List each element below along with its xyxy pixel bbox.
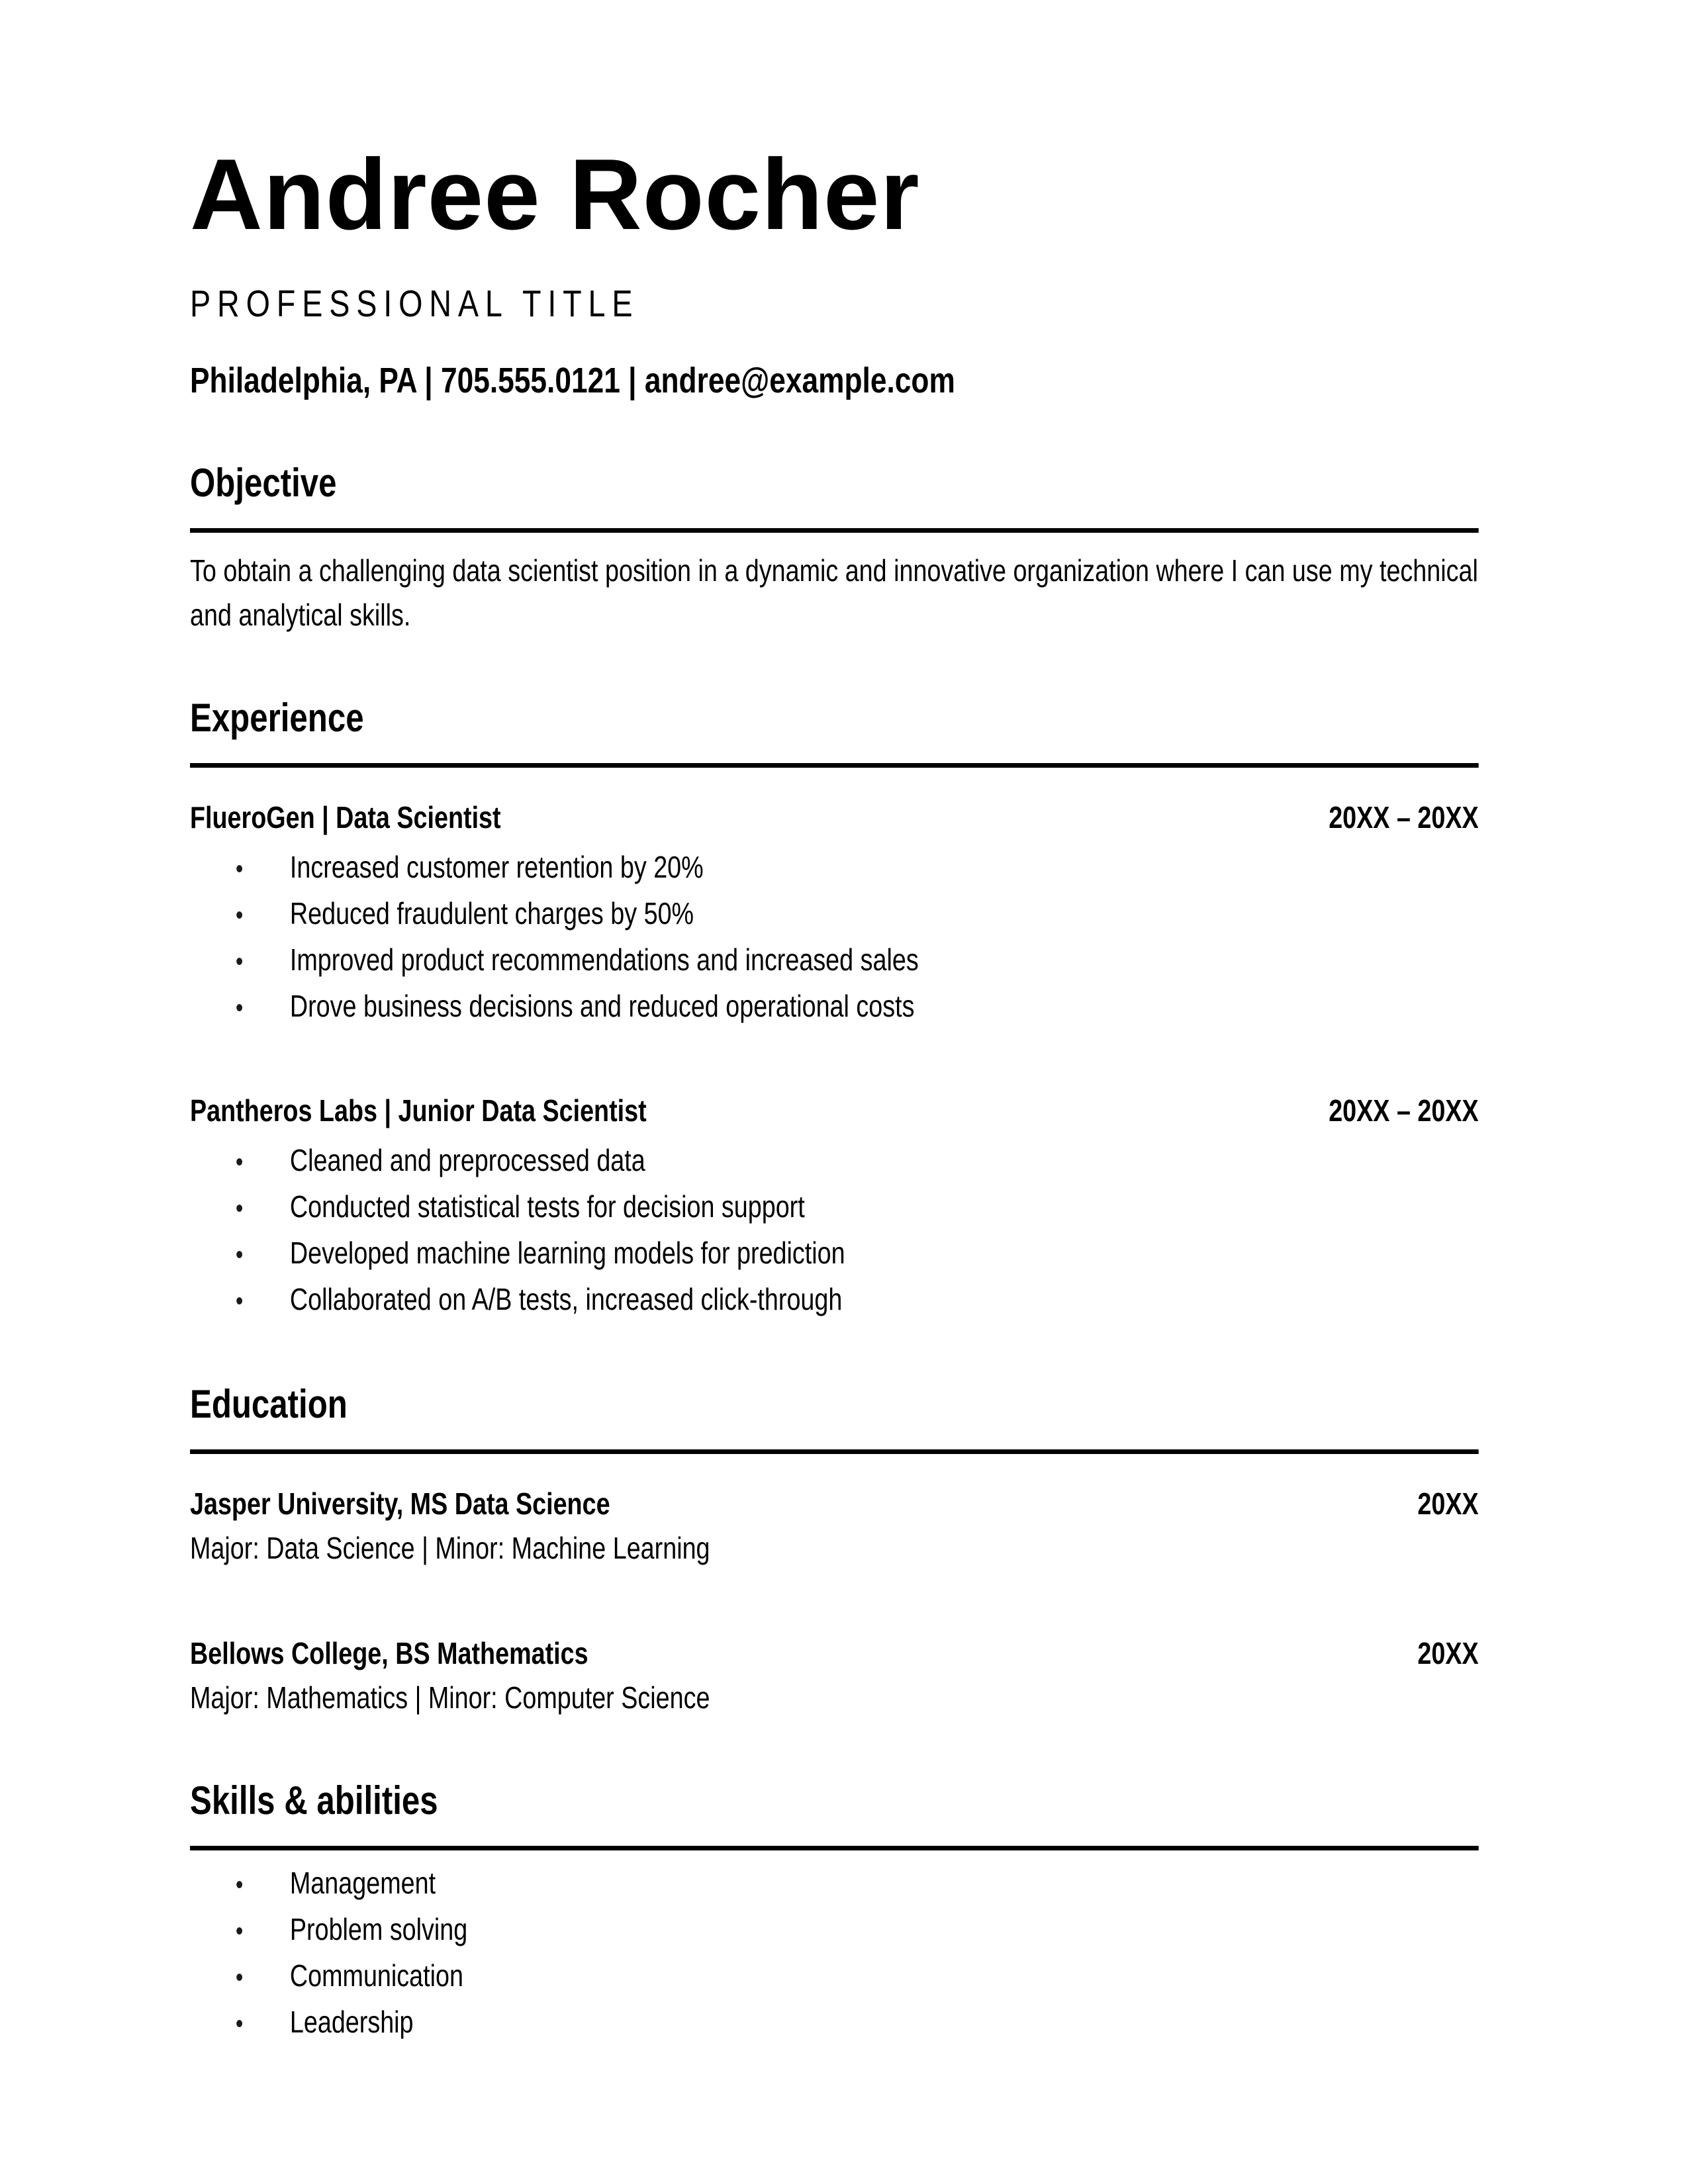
job-entry bbox=[190, 796, 1479, 1030]
resume-body bbox=[190, 281, 1479, 2046]
education-heading: Education bbox=[190, 1381, 348, 1426]
person-name: Andree Rocher bbox=[190, 138, 920, 251]
bullet-icon: • bbox=[235, 900, 244, 930]
job-bullet bbox=[190, 1185, 1479, 1231]
school-header-row bbox=[190, 1482, 1479, 1526]
skill-text: Communication bbox=[289, 1958, 463, 1993]
job-entry bbox=[190, 1089, 1479, 1324]
skill-item bbox=[190, 1954, 1479, 2000]
job-bullet-text: Improved product recommendations and increased sales bbox=[289, 942, 919, 977]
bullet-icon: • bbox=[235, 1962, 244, 1992]
experience-heading: Experience bbox=[190, 695, 364, 740]
job-bullet bbox=[190, 845, 1479, 891]
job-bullet-text: Developed machine learning models for prediction bbox=[289, 1235, 845, 1270]
bullet-icon: • bbox=[235, 854, 244, 884]
school-header-row bbox=[190, 1631, 1479, 1676]
job-header-row bbox=[190, 1089, 1479, 1133]
bullet-icon: • bbox=[235, 1147, 244, 1177]
job-bullet-list bbox=[190, 1138, 1479, 1324]
skill-text: Problem solving bbox=[289, 1911, 468, 1946]
skill-item bbox=[190, 2000, 1479, 2046]
bullet-icon: • bbox=[235, 2009, 244, 2038]
professional-title: PROFESSIONAL TITLE bbox=[190, 282, 639, 325]
job-bullet bbox=[190, 891, 1479, 938]
section-experience bbox=[190, 695, 1479, 1324]
skill-text: Leadership bbox=[289, 2004, 414, 2039]
job-header-row bbox=[190, 796, 1479, 840]
job-bullet bbox=[190, 984, 1479, 1030]
objective-heading: Objective bbox=[190, 460, 337, 505]
job-bullet bbox=[190, 938, 1479, 984]
job-bullet-text: Increased customer retention by 20% bbox=[289, 849, 704, 884]
job-bullet-text: Drove business decisions and reduced operational costs bbox=[289, 988, 915, 1023]
skill-item bbox=[190, 1861, 1479, 1907]
skill-text: Management bbox=[289, 1865, 436, 1900]
school-date: 20XX bbox=[1417, 1635, 1479, 1670]
job-bullet-text: Cleaned and preprocessed data bbox=[289, 1142, 645, 1177]
school-title: Jasper University, MS Data Science bbox=[190, 1486, 610, 1521]
bullet-icon: • bbox=[235, 1916, 244, 1946]
section-skills bbox=[190, 1778, 1479, 2046]
bullet-icon: • bbox=[235, 1286, 244, 1316]
school-title: Bellows College, BS Mathematics bbox=[190, 1635, 588, 1670]
skills-heading: Skills & abilities bbox=[190, 1778, 438, 1823]
job-bullet bbox=[190, 1231, 1479, 1277]
bullet-icon: • bbox=[235, 1870, 244, 1899]
education-entry bbox=[190, 1482, 1479, 1570]
job-dates: 20XX – 20XX bbox=[1329, 1093, 1479, 1128]
job-dates: 20XX – 20XX bbox=[1329, 799, 1479, 835]
section-education bbox=[190, 1381, 1479, 1720]
contact-line: Philadelphia, PA | 705.555.0121 | andree@example.com bbox=[190, 360, 955, 400]
job-bullet-text: Collaborated on A/B tests, increased click-through bbox=[289, 1281, 843, 1316]
section-objective bbox=[190, 460, 1479, 637]
job-bullet-text: Conducted statistical tests for decision support bbox=[289, 1189, 805, 1224]
skill-item bbox=[190, 1907, 1479, 1954]
job-bullet-list bbox=[190, 845, 1479, 1030]
section-divider bbox=[190, 763, 1479, 768]
school-date: 20XX bbox=[1417, 1486, 1479, 1521]
section-divider bbox=[190, 1846, 1479, 1850]
section-divider bbox=[190, 1449, 1479, 1454]
job-bullet bbox=[190, 1138, 1479, 1185]
bullet-icon: • bbox=[235, 946, 244, 976]
education-entry bbox=[190, 1631, 1479, 1720]
job-title: FlueroGen | Data Scientist bbox=[190, 799, 501, 835]
bullet-icon: • bbox=[235, 1193, 244, 1223]
job-bullet bbox=[190, 1277, 1479, 1324]
skills-list bbox=[190, 1861, 1479, 2046]
bullet-icon: • bbox=[235, 993, 244, 1023]
job-bullet-text: Reduced fraudulent charges by 50% bbox=[289, 895, 694, 931]
bullet-icon: • bbox=[235, 1240, 244, 1269]
section-divider bbox=[190, 528, 1479, 533]
school-detail: Major: Data Science | Minor: Machine Learning bbox=[190, 1530, 710, 1565]
objective-text: To obtain a challenging data scientist position in a dynamic and innovative organization where I can use my technical and analytical skills. bbox=[190, 553, 1478, 632]
job-title: Pantheros Labs | Junior Data Scientist bbox=[190, 1093, 647, 1128]
school-detail: Major: Mathematics | Minor: Computer Science bbox=[190, 1680, 710, 1715]
